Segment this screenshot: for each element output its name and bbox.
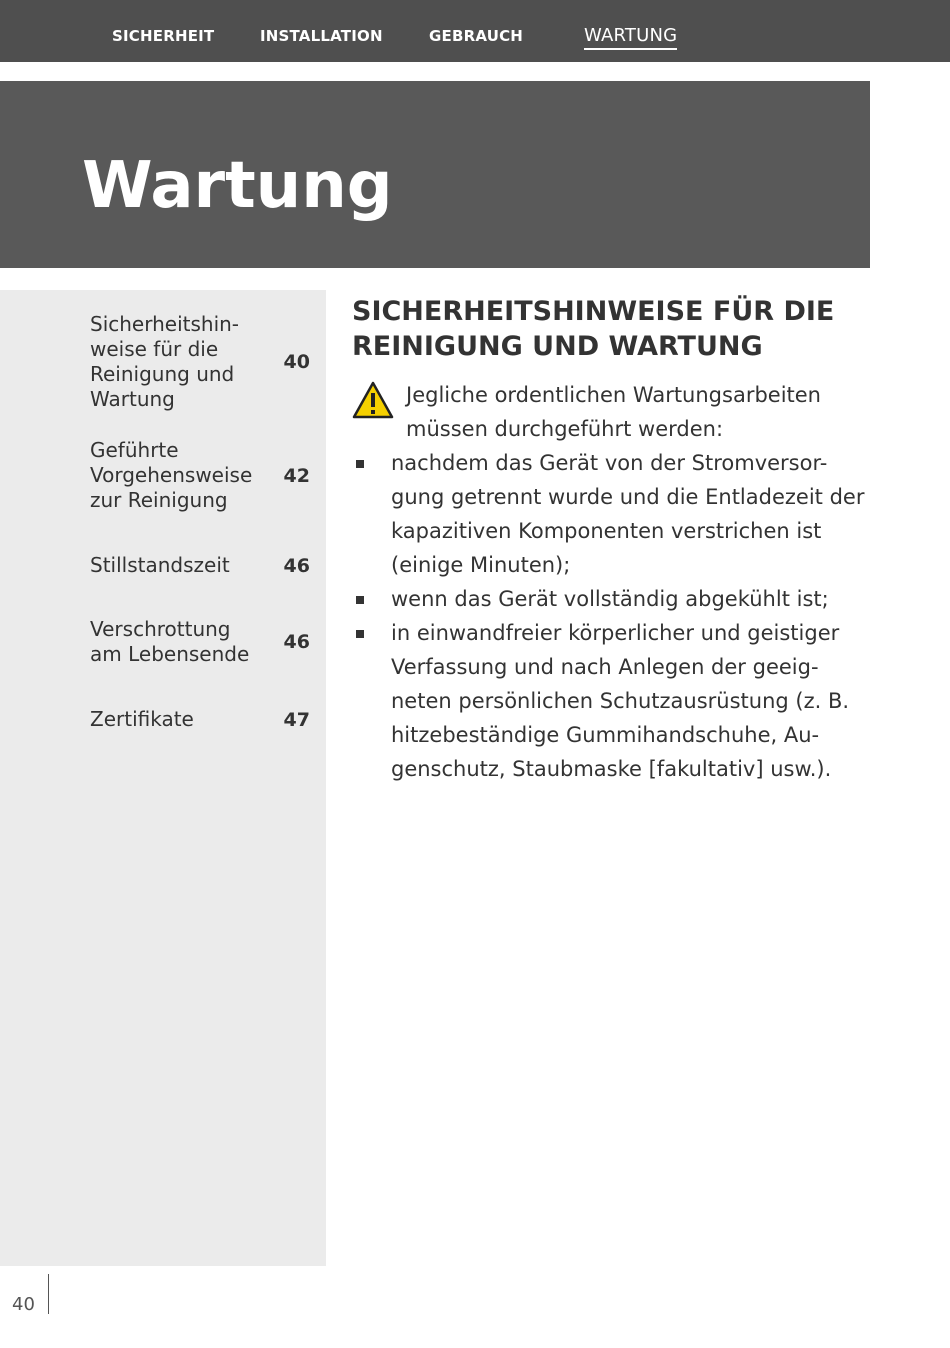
- bullet-square-icon: [356, 630, 364, 638]
- toc-item-verschrottung[interactable]: [90, 617, 310, 667]
- list-item: [352, 446, 872, 582]
- warning-text: Jegliche ordentlichen Wartungsarbeiten müssen durchgeführt werden:: [406, 383, 821, 441]
- list-item: [352, 582, 872, 616]
- toc-item-sicherheitshinweise[interactable]: [90, 312, 310, 412]
- toc-item-label: Zertifikate: [90, 707, 194, 731]
- nav-tab-gebrauch[interactable]: GEBRAUCH: [429, 27, 524, 45]
- top-navigation-bar: [0, 0, 950, 62]
- nav-tab-wartung[interactable]: WARTUNG: [584, 25, 677, 50]
- toc-item-page: 46: [283, 631, 310, 653]
- page-number-divider: [48, 1274, 49, 1314]
- section-heading: SICHERHEITSHINWEISE FÜR DIE REINIGUNG UND WARTUNG: [352, 296, 835, 362]
- toc-item-page: 40: [283, 351, 310, 373]
- toc-item-page: 46: [283, 554, 310, 577]
- toc-item-reinigung[interactable]: [90, 438, 310, 513]
- bullet-square-icon: [356, 460, 364, 468]
- toc-item-label: Geführte Vorgehensweise zur Reinigung: [90, 438, 253, 512]
- list-item: [352, 616, 872, 786]
- warning-triangle-icon: [352, 381, 394, 419]
- nav-tab-installation[interactable]: INSTALLATION: [260, 27, 383, 45]
- toc-item-stillstandszeit[interactable]: [90, 553, 310, 578]
- bullet-list: [352, 446, 872, 786]
- toc-item-page: 42: [283, 464, 310, 487]
- bullet-square-icon: [356, 596, 364, 604]
- table-of-contents: [0, 290, 326, 1266]
- toc-item-label: Verschrottung am Lebensende: [90, 617, 250, 666]
- toc-item-zertifikate[interactable]: [90, 707, 310, 732]
- chapter-title: Wartung: [82, 149, 393, 223]
- page-number: 40: [12, 1294, 35, 1315]
- toc-item-page: 47: [283, 708, 310, 731]
- toc-item-label: Stillstandszeit: [90, 553, 230, 577]
- list-item-text: wenn das Gerät vollständig abgekühlt ist;: [391, 587, 829, 611]
- toc-item-label: Sicherheitshin-weise für die Reinigung und Wartung: [90, 312, 240, 411]
- list-item-text: nachdem das Gerät von der Stromversor-gung getrennt wurde und die Entladezeit der kapazitiven Komponenten verstrichen ist (einige Minuten);: [391, 451, 865, 577]
- list-item-text: in einwandfreier körperlicher und geistiger Verfassung und nach Anlegen der geeig-neten persönlichen Schutzausrüstung (z. B. hitzebeständige Gummihandschuhe, Au-genschutz, Staubmaske [fakultativ] usw.).: [391, 621, 850, 781]
- nav-tab-sicherheit[interactable]: SICHERHEIT: [112, 27, 215, 45]
